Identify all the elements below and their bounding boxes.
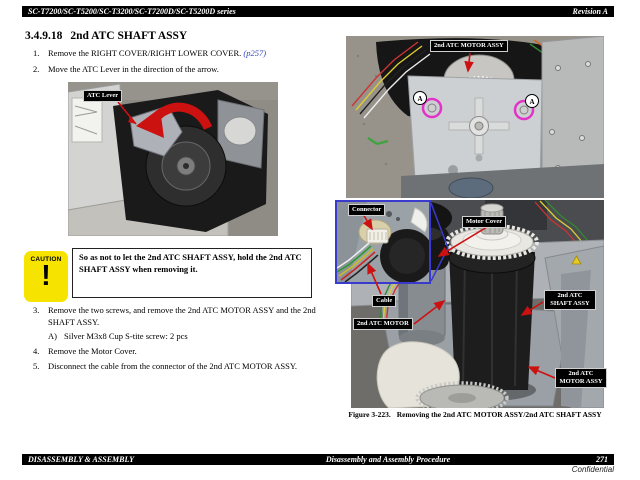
header-bar <box>22 6 614 17</box>
figure-caption-number: Figure 3-223. <box>348 410 391 419</box>
section-heading <box>25 30 187 42</box>
section-number: 3.4.9.18 <box>25 30 63 42</box>
step-4 <box>33 346 325 358</box>
page-ref-link[interactable]: (p257) <box>243 48 267 58</box>
header-revision: Revision A <box>572 7 608 16</box>
step-5 <box>33 361 333 373</box>
motor-assy-top-label: 2nd ATC MOTOR ASSY <box>430 40 508 52</box>
figure-caption-text: Removing the 2nd ATC MOTOR ASSY/2nd ATC SHAFT ASSY <box>396 410 602 419</box>
step-4-text: Remove the Motor Cover. <box>48 346 137 356</box>
figure-motor-assy-photo <box>346 36 604 198</box>
caution-text-box: So as not to let the 2nd ATC SHAFT ASSY, hold the 2nd ATC SHAFT ASSY when removing it. <box>72 248 312 298</box>
atc-lever-photo-art <box>68 82 278 236</box>
step-5-text: Disconnect the cable from the connector of the 2nd ATC MOTOR ASSY. <box>48 361 297 371</box>
screw-left <box>428 104 436 112</box>
exclamation-icon: ! <box>41 260 51 292</box>
step-3 <box>33 305 325 328</box>
step-3-text: Remove the two screws, and remove the 2nd ATC MOTOR ASSY and the 2nd SHAFT ASSY. <box>48 305 316 327</box>
screw-badge-right-letter: A <box>529 98 535 106</box>
figure-atc-lever-photo <box>68 82 278 236</box>
step-3a-letter: A) <box>48 331 57 341</box>
figure-caption <box>330 410 620 419</box>
step-2-text: Move the ATC Lever in the direction of the arrow. <box>48 64 219 74</box>
confidential-mark: Confidential <box>571 465 614 474</box>
motor-assy-label: 2nd ATC MOTOR ASSY <box>555 368 607 388</box>
footer-section: Disassembly and Assembly Procedure <box>325 455 451 464</box>
atc-lever-label: ATC Lever <box>83 90 122 102</box>
screw-badge-left-letter: A <box>417 95 423 103</box>
screw-right <box>520 106 528 114</box>
footer-page-number: 271 <box>596 455 608 464</box>
atc-motor-label: 2nd ATC MOTOR <box>353 318 413 330</box>
step-1-body: Remove the RIGHT COVER/RIGHT LOWER COVER. <box>48 48 242 58</box>
figure-shaft-assy-photo <box>335 200 604 408</box>
instruction-sticker <box>72 98 102 142</box>
motor-assy-photo-art <box>346 36 604 198</box>
shaft-assy-label: 2nd ATC SHAFT ASSY <box>544 290 596 310</box>
caution-icon <box>24 251 68 302</box>
silver-disc <box>224 117 256 145</box>
step-3a <box>48 331 318 343</box>
step-2-number: 2. <box>33 64 40 74</box>
section-title: 2nd ATC SHAFT ASSY <box>70 30 188 42</box>
step-2 <box>33 64 333 76</box>
step-1-number: 1. <box>33 48 40 58</box>
header-series: SC-T7200/SC-T5200/SC-T3200/SC-T7200D/SC-T5200D series <box>28 7 236 16</box>
cable-label: Cable <box>372 295 396 307</box>
motor-cover-label: Motor Cover <box>462 216 506 228</box>
connector-label: Connector <box>348 204 385 216</box>
caution-word: CAUTION <box>30 256 62 263</box>
step-4-number: 4. <box>33 346 40 356</box>
step-1-text <box>48 48 333 60</box>
footer-bar <box>22 454 614 465</box>
step-3a-text: Silver M3x8 Cup S-tite screw: 2 pcs <box>64 331 188 341</box>
step-3-number: 3. <box>33 305 40 315</box>
step-5-number: 5. <box>33 361 40 371</box>
footer-chapter: DISASSEMBLY & ASSEMBLY <box>28 455 134 464</box>
step-1 <box>33 48 333 60</box>
caster <box>449 178 493 198</box>
